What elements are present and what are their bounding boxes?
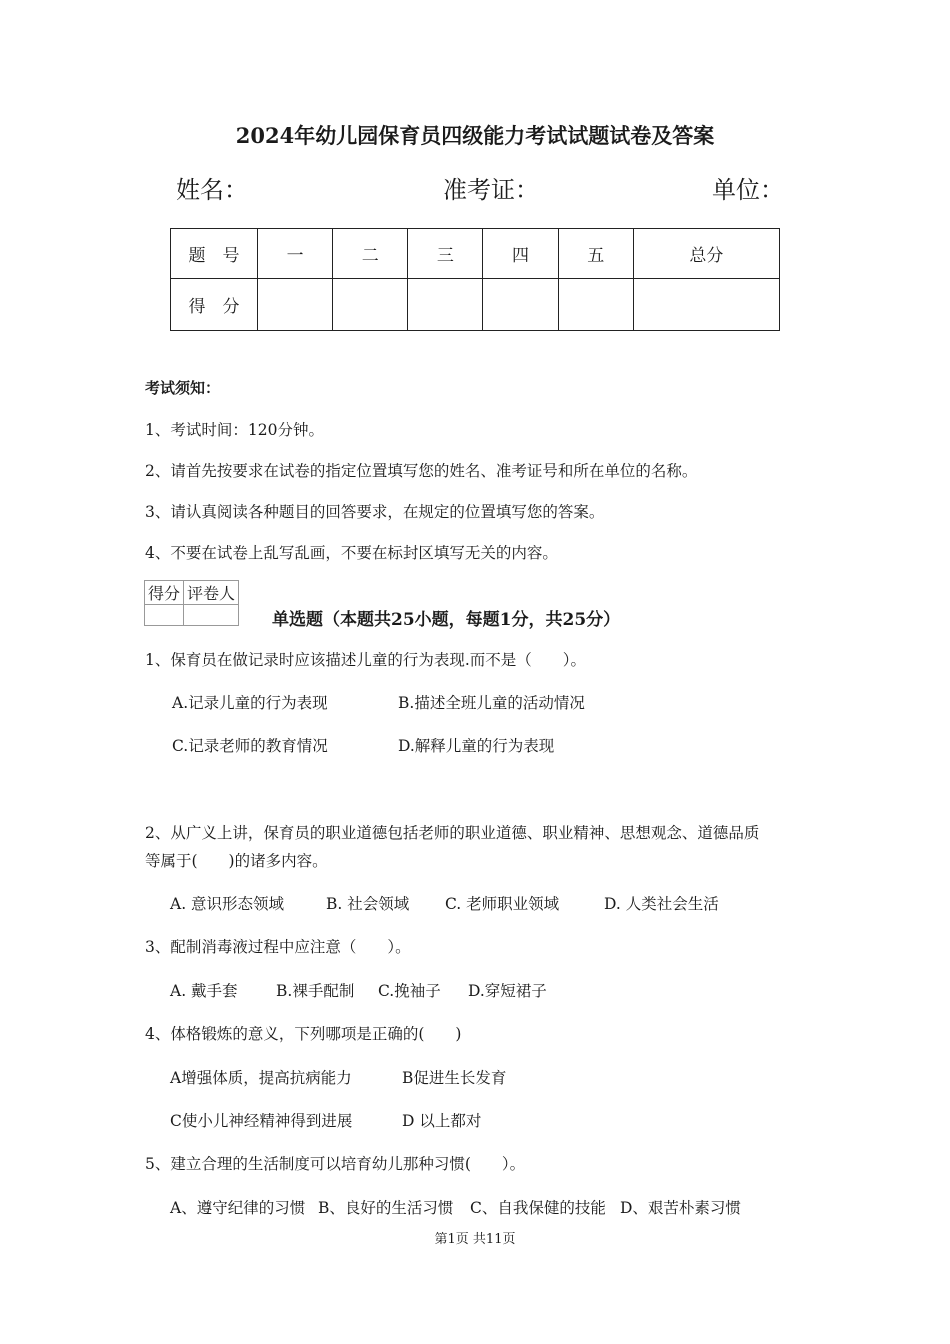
question-option: D.穿短裙子 [468, 982, 547, 1000]
question-option: A. 戴手套 [170, 982, 238, 1000]
grader-box-score-cell [145, 605, 184, 626]
grader-box [144, 580, 239, 626]
score-table-header-label: 题 号 [171, 229, 258, 279]
question-option: D、艰苦朴素习惯 [620, 1199, 741, 1217]
grader-box-grader-label: 评卷人 [184, 581, 239, 605]
question-option: C、自我保健的技能 [470, 1199, 606, 1217]
score-table-col-2: 二 [333, 229, 408, 279]
grader-box-score-label: 得分 [145, 581, 184, 605]
question-option: B. 社会领域 [326, 895, 410, 913]
grader-box-grader-cell [184, 605, 239, 626]
score-table [170, 228, 780, 331]
score-table-col-1: 一 [258, 229, 333, 279]
name-field-label: 姓名： [176, 176, 248, 204]
question-option: B促进生长发育 [402, 1069, 507, 1087]
question-option: A.记录儿童的行为表现 [172, 694, 328, 712]
question-option: A、遵守纪律的习惯 [170, 1199, 306, 1217]
score-table-col-3: 三 [408, 229, 483, 279]
question-option: D 以上都对 [402, 1112, 482, 1130]
note-item: 3、请认真阅读各种题目的回答要求，在规定的位置填写您的答案。 [145, 503, 605, 521]
score-cell [258, 279, 333, 331]
question-option: D. 人类社会生活 [604, 895, 719, 913]
question-stem: 1、保育员在做记录时应该描述儿童的行为表现.而不是（ ）。 [145, 651, 587, 669]
question-option: B.裸手配制 [276, 982, 355, 1000]
score-table-col-4: 四 [483, 229, 558, 279]
question-option: C.挽袖子 [378, 982, 441, 1000]
question-option: B、良好的生活习惯 [318, 1199, 454, 1217]
score-table-col-total: 总分 [633, 229, 779, 279]
question-stem-continued: 等属于( )的诸多内容。 [145, 852, 328, 870]
page-footer: 第1页 共11页 [434, 1232, 516, 1247]
question-option: A增强体质，提高抗病能力 [170, 1069, 352, 1087]
score-table-score-row [171, 279, 780, 331]
page-title: 2024年幼儿园保育员四级能力考试试题试卷及答案 [235, 123, 715, 148]
section-title: 单选题（本题共25小题，每题1分，共25分） [272, 610, 621, 630]
score-cell [408, 279, 483, 331]
note-item: 1、考试时间：120分钟。 [145, 421, 324, 439]
question-stem: 2、从广义上讲，保育员的职业道德包括老师的职业道德、职业精神、思想观念、道德品质 [145, 824, 760, 842]
question-option: C.记录老师的教育情况 [172, 737, 328, 755]
score-table-header-row [171, 229, 780, 279]
unit-field-label: 单位： [712, 176, 784, 204]
question-stem: 3、配制消毒液过程中应注意（ ）。 [145, 938, 411, 956]
question-stem: 4、体格锻炼的意义，下列哪项是正确的( ) [145, 1025, 462, 1043]
question-option: C使小儿神经精神得到进展 [170, 1112, 353, 1130]
question-stem: 5、建立合理的生活制度可以培育幼儿那种习惯( ）。 [145, 1155, 526, 1173]
note-item: 4、不要在试卷上乱写乱画，不要在标封区填写无关的内容。 [145, 544, 558, 562]
notes-heading: 考试须知： [145, 379, 221, 397]
score-cell [633, 279, 779, 331]
exam-id-field-label: 准考证： [443, 176, 539, 204]
question-option: B.描述全班儿童的活动情况 [398, 694, 585, 712]
score-table-col-5: 五 [558, 229, 633, 279]
question-option: A. 意识形态领域 [170, 895, 285, 913]
score-table-row-label: 得 分 [171, 279, 258, 331]
score-cell [558, 279, 633, 331]
question-option: C. 老师职业领域 [445, 895, 560, 913]
score-cell [483, 279, 558, 331]
note-item: 2、请首先按要求在试卷的指定位置填写您的姓名、准考证号和所在单位的名称。 [145, 462, 698, 480]
question-option: D.解释儿童的行为表现 [398, 737, 555, 755]
score-cell [333, 279, 408, 331]
